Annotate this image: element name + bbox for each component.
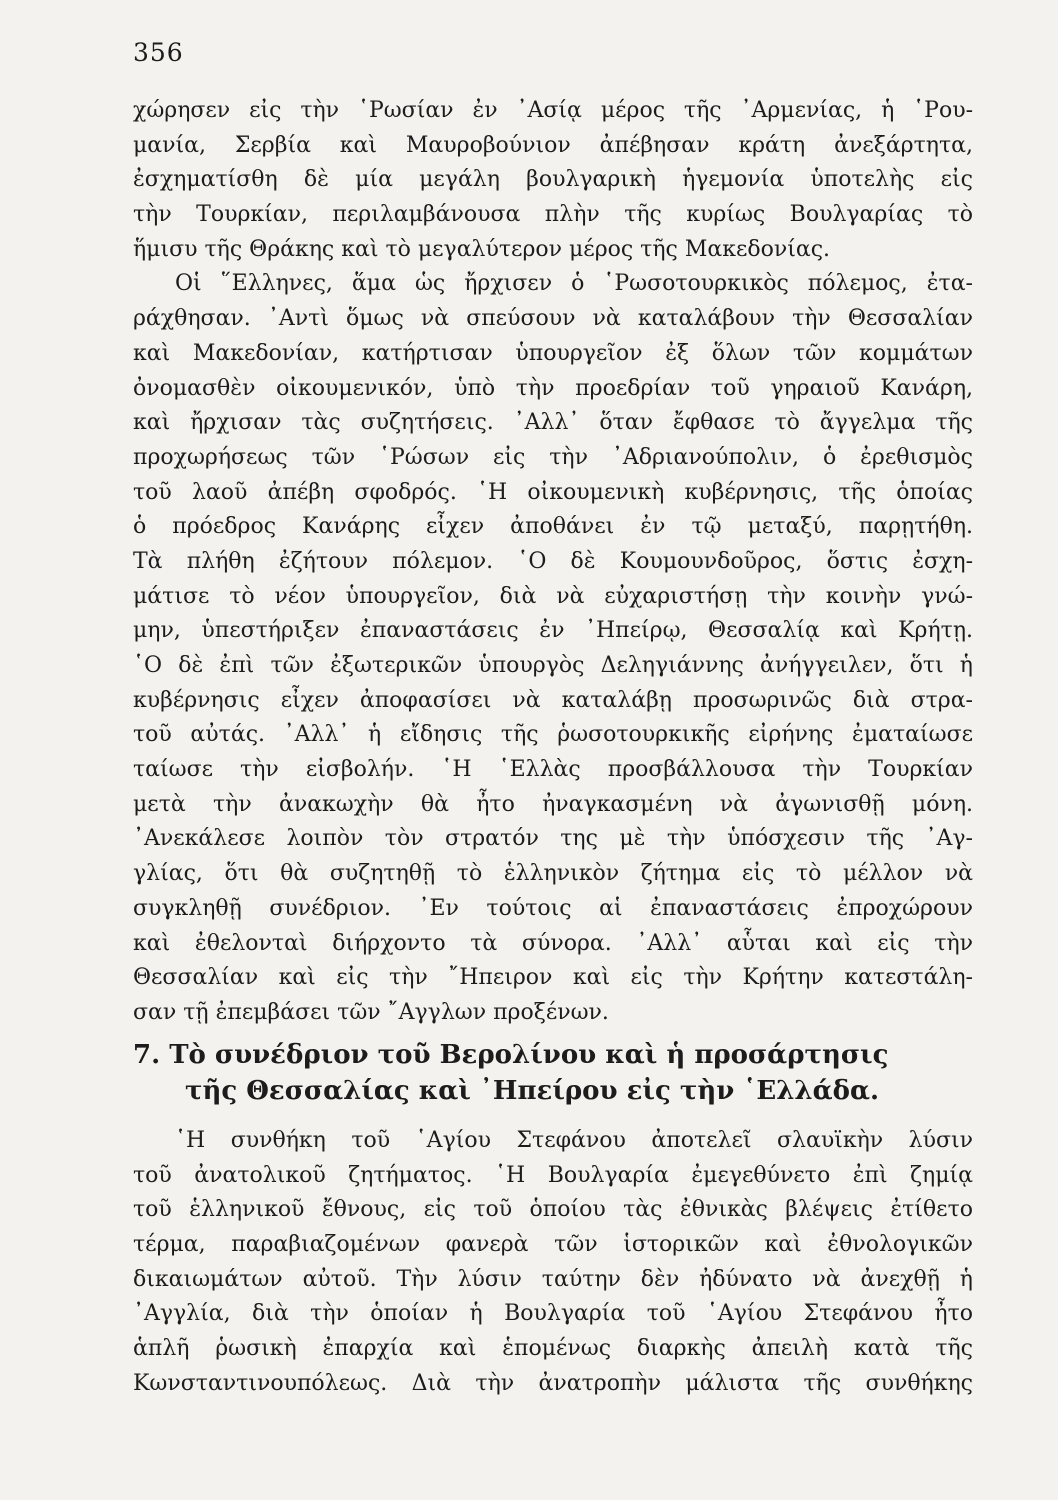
section-heading [133, 1037, 973, 1109]
text-line: μετὰ τὴν ἀνακωχὴν θὰ ἦτο ἠναγκασμένη νὰ ἀγωνισθῇ μόνη. [133, 791, 973, 817]
text-line: τὴν Τουρκίαν, περιλαμβάνουσα πλὴν τῆς κυρίως Βουλγαρίας τὸ [133, 202, 973, 228]
text-line: δικαιωμάτων αὐτοῦ. Τὴν λύσιν ταύτην δὲν ἠδύνατο νὰ ἀνεχθῇ ἡ [133, 1266, 973, 1292]
text-line: τοῦ λαοῦ ἀπέβη σφοδρός. ῾Η οἰκουμενικὴ κυβέρνησις, τῆς ὁποίας [133, 479, 973, 505]
text-line: Θεσσαλίαν καὶ εἰς τὴν ῎Ηπειρον καὶ εἰς τὴν Κρήτην κατεστάλη- [133, 965, 973, 991]
text-line: τοῦ ἑλληνικοῦ ἔθνους, εἰς τοῦ ὁποίου τὰς ἐθνικὰς βλέψεις ἐτίθετο [133, 1197, 973, 1223]
text-line: ὁ πρόεδρος Κανάρης εἶχεν ἀποθάνει ἐν τῷ μεταξύ, παρῃτήθη. [133, 514, 973, 540]
text-line: Τὰ πλήθη ἐζήτουν πόλεμον. ῾Ο δὲ Κουμουνδοῦρος, ὅστις ἐσχη- [133, 548, 973, 574]
text-line: τέρμα, παραβιαζομένων φανερὰ τῶν ἱστορικῶν καὶ ἐθνολογικῶν [133, 1232, 973, 1258]
text-line: ἥμισυ τῆς Θράκης καὶ τὸ μεγαλύτερον μέρος τῆς Μακεδονίας. [133, 236, 831, 262]
text-line: Κωνσταντινουπόλεως. Διὰ τὴν ἀνατροπὴν μάλιστα τῆς συνθήκης [133, 1370, 973, 1396]
text-line: Οἱ ῞Ελληνες, ἅμα ὡς ἤρχισεν ὁ ῾Ρωσοτουρκικὸς πόλεμος, ἐτα- [175, 271, 973, 297]
text-line: γλίας, ὅτι θὰ συζητηθῇ τὸ ἑλληνικὸν ζήτημα εἰς τὸ μέλλον νὰ [133, 861, 973, 887]
text-line: ᾿Ανεκάλεσε λοιπὸν τὸν στρατόν της μὲ τὴν ὑπόσχεσιν τῆς ᾿Αγ- [133, 826, 973, 852]
page-number: 356 [133, 38, 184, 67]
section-heading-line-2: τῆς Θεσσαλίας καὶ ᾿Ηπείρου εἰς τὴν ῾Ελλάδα. [185, 1076, 880, 1106]
text-line: τοῦ αὐτάς. ᾿Αλλ᾿ ἡ εἴδησις τῆς ῥωσοτουρκικῆς εἰρήνης ἐματαίωσε [133, 722, 973, 748]
text-line: ράχθησαν. ᾿Αντὶ ὅμως νὰ σπεύσουν νὰ καταλάβουν τὴν Θεσσαλίαν [133, 306, 973, 332]
text-line: τοῦ ἀνατολικοῦ ζητήματος. ῾Η Βουλγαρία ἐμεγεθύνετο ἐπὶ ζημίᾳ [133, 1162, 973, 1188]
text-line: χώρησεν εἰς τὴν ῾Ρωσίαν ἐν ᾿Ασίᾳ μέρος τῆς ᾿Αρμενίας, ἡ ῾Ρου- [133, 98, 973, 123]
section-heading-line-1: 7. Τὸ συνέδριον τοῦ Βερολίνου καὶ ἡ προσάρτησις [133, 1040, 889, 1070]
text-line: καὶ Μακεδονίαν, κατήρτισαν ὑπουργεῖον ἐξ ὅλων τῶν κομμάτων [133, 340, 973, 366]
text-line: ἐσχηματίσθη δὲ μία μεγάλη βουλγαρικὴ ἡγεμονία ὑποτελὴς εἰς [133, 167, 973, 193]
text-line: προχωρήσεως τῶν ῾Ρώσων εἰς τὴν ᾿Αδριανούπολιν, ὁ ἐρεθισμὸς [133, 444, 973, 470]
text-line: σαν τῇ ἐπεμβάσει τῶν ῎Αγγλων προξένων. [133, 999, 609, 1025]
text-line: συγκληθῇ συνέδριον. ᾿Εν τούτοις αἱ ἐπαναστάσεις ἐπροχώρουν [133, 895, 973, 921]
text-line: ῾Ο δὲ ἐπὶ τῶν ἐξωτερικῶν ὑπουργὸς Δεληγιάννης ἀνήγγειλεν, ὅτι ἡ [133, 653, 973, 678]
text-line: ὀνομασθὲν οἰκουμενικόν, ὑπὸ τὴν προεδρίαν τοῦ γηραιοῦ Κανάρη, [133, 375, 973, 401]
text-line: κυβέρνησις εἶχεν ἀποφασίσει νὰ καταλάβῃ προσωρινῶς διὰ στρα- [133, 687, 973, 713]
text-line: καὶ ἤρχισαν τὰς συζητήσεις. ᾿Αλλ᾿ ὅταν ἔφθασε τὸ ἄγγελμα τῆς [133, 410, 973, 436]
text-line: μην, ὑπεστήριξεν ἐπαναστάσεις ἐν ᾿Ηπείρῳ, Θεσσαλίᾳ καὶ Κρήτῃ. [133, 618, 973, 644]
text-line: μανία, Σερβία καὶ Μαυροβούνιον ἀπέβησαν κράτη ἀνεξάρτητα, [133, 132, 973, 158]
text-block-before-heading [133, 94, 973, 1031]
text-line: ῾Η συνθήκη τοῦ ῾Αγίου Στεφάνου ἀποτελεῖ σλαυϊκὴν λύσιν [175, 1128, 973, 1153]
text-line: ταίωσε τὴν εἰσβολήν. ῾Η ῾Ελλὰς προσβάλλουσα τὴν Τουρκίαν [133, 757, 973, 783]
text-line: καὶ ἐθελονταὶ διήρχοντο τὰ σύνορα. ᾿Αλλ᾿ αὗται καὶ εἰς τὴν [133, 930, 973, 956]
text-line: μάτισε τὸ νέον ὑπουργεῖον, διὰ νὰ εὐχαριστήσῃ τὴν κοινὴν γνώ- [133, 583, 973, 609]
text-line: ἁπλῆ ῥωσικὴ ἐπαρχία καὶ ἑπομένως διαρκὴς ἀπειλὴ κατὰ τῆς [133, 1336, 973, 1362]
text-block-after-heading [133, 1124, 973, 1402]
text-line: ᾿Αγγλία, διὰ τὴν ὁποίαν ἡ Βουλγαρία τοῦ ῾Αγίου Στεφάνου ἦτο [133, 1301, 973, 1327]
